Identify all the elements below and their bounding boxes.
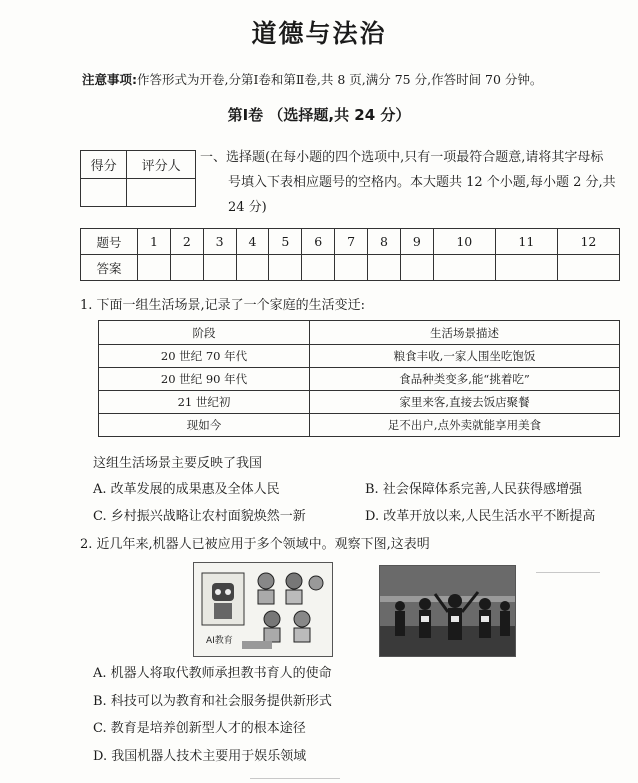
question-number: 3 (203, 229, 236, 255)
header-stage: 阶段 (99, 321, 310, 345)
q2-stem: 2. 近几年来,机器人已被应用于多个领域中。观察下图,这表明 (80, 537, 430, 552)
notice-line (82, 70, 542, 88)
answer-cell[interactable] (557, 255, 619, 281)
question-number: 11 (495, 229, 557, 255)
question-number: 7 (335, 229, 368, 255)
notice-label: 注意事项: (82, 72, 137, 87)
table-header-row (99, 321, 620, 345)
q2-option-d[interactable]: D. 我国机器人技术主要用于娱乐领域 (93, 749, 307, 764)
answer-cell[interactable] (236, 255, 269, 281)
table-row (99, 368, 620, 391)
answer-cell[interactable] (269, 255, 302, 281)
score-cell[interactable] (81, 179, 127, 207)
q2-option-a[interactable]: A. 机器人将取代教师承担教书育人的使命 (93, 666, 332, 681)
question-number: 5 (269, 229, 302, 255)
score-box (80, 150, 196, 207)
answer-cell[interactable] (138, 255, 171, 281)
answer-cell[interactable] (170, 255, 203, 281)
stage-cell: 21 世纪初 (99, 391, 310, 414)
reviewer-label: 评分人 (127, 151, 196, 179)
q2-option-c[interactable]: C. 教育是培养创新型人才的根本途径 (93, 721, 306, 736)
section-line-1: 一、选择题(在每小题的四个选项中,只有一项最符合题意,请将其字母标 (200, 150, 604, 165)
answer-label: 答案 (81, 255, 138, 281)
score-label: 得分 (81, 151, 127, 179)
notice-text: 作答形式为开卷,分第Ⅰ卷和第Ⅱ卷,共 8 页,满分 75 分,作答时间 70 分钟。 (137, 72, 543, 87)
reviewer-cell[interactable] (127, 179, 196, 207)
ai-education-label: AI教育 (206, 636, 233, 646)
answer-cell[interactable] (433, 255, 495, 281)
section-line-3: 24 分) (228, 200, 267, 215)
q1-option-c[interactable]: C. 乡村振兴战略让农村面貌焕然一新 (93, 509, 306, 524)
answer-number-row (81, 229, 620, 255)
question-number: 1 (138, 229, 171, 255)
question-number: 6 (302, 229, 335, 255)
question-number: 10 (433, 229, 495, 255)
answer-cell[interactable] (400, 255, 433, 281)
answer-cell[interactable] (302, 255, 335, 281)
q1-option-d[interactable]: D. 改革开放以来,人民生活水平不断提高 (365, 509, 596, 524)
robot-dance-icon (380, 566, 515, 656)
stage-cell: 20 世纪 70 年代 (99, 345, 310, 368)
answer-table (80, 228, 620, 281)
answer-row (81, 255, 620, 281)
question-number: 9 (400, 229, 433, 255)
description-cell: 家里来客,直接去饭店聚餐 (310, 391, 620, 414)
q1-option-a[interactable]: A. 改革发展的成果惠及全体人民 (93, 482, 280, 497)
q1-option-b[interactable]: B. 社会保障体系完善,人民获得感增强 (365, 482, 582, 497)
bottom-mark (250, 778, 340, 779)
question-number: 12 (557, 229, 619, 255)
ai-education-illustration (193, 562, 333, 657)
description-cell: 食品种类变多,能“挑着吃” (310, 368, 620, 391)
life-change-table (98, 320, 620, 437)
table-row (99, 414, 620, 437)
table-row (99, 345, 620, 368)
q1-question: 这组生活场景主要反映了我国 (93, 456, 263, 471)
stage-cell: 20 世纪 90 年代 (99, 368, 310, 391)
table-row (99, 391, 620, 414)
q2-option-b[interactable]: B. 科技可以为教育和社会服务提供新形式 (93, 694, 332, 709)
page-title: 道德与法治 (251, 19, 387, 48)
header-description: 生活场景描述 (310, 321, 620, 345)
number-label: 题号 (81, 229, 138, 255)
volume-title: 第Ⅰ卷 （选择题,共 24 分） (227, 106, 411, 124)
description-cell: 粮食丰收,一家人围坐吃饱饭 (310, 345, 620, 368)
answer-cell[interactable] (368, 255, 401, 281)
question-number: 4 (236, 229, 269, 255)
section-line-2: 号填入下表相应题号的空格内。本大题共 12 个小题,每小题 2 分,共 (228, 175, 616, 190)
margin-mark (536, 572, 600, 573)
answer-cell[interactable] (335, 255, 368, 281)
answer-cell[interactable] (495, 255, 557, 281)
q1-stem: 1. 下面一组生活场景,记录了一个家庭的生活变迁: (80, 298, 366, 313)
robot-performance-photo (379, 565, 516, 657)
answer-cell[interactable] (203, 255, 236, 281)
stage-cell: 现如今 (99, 414, 310, 437)
description-cell: 足不出户,点外卖就能享用美食 (310, 414, 620, 437)
question-number: 8 (368, 229, 401, 255)
question-number: 2 (170, 229, 203, 255)
section-instructions (200, 145, 630, 220)
